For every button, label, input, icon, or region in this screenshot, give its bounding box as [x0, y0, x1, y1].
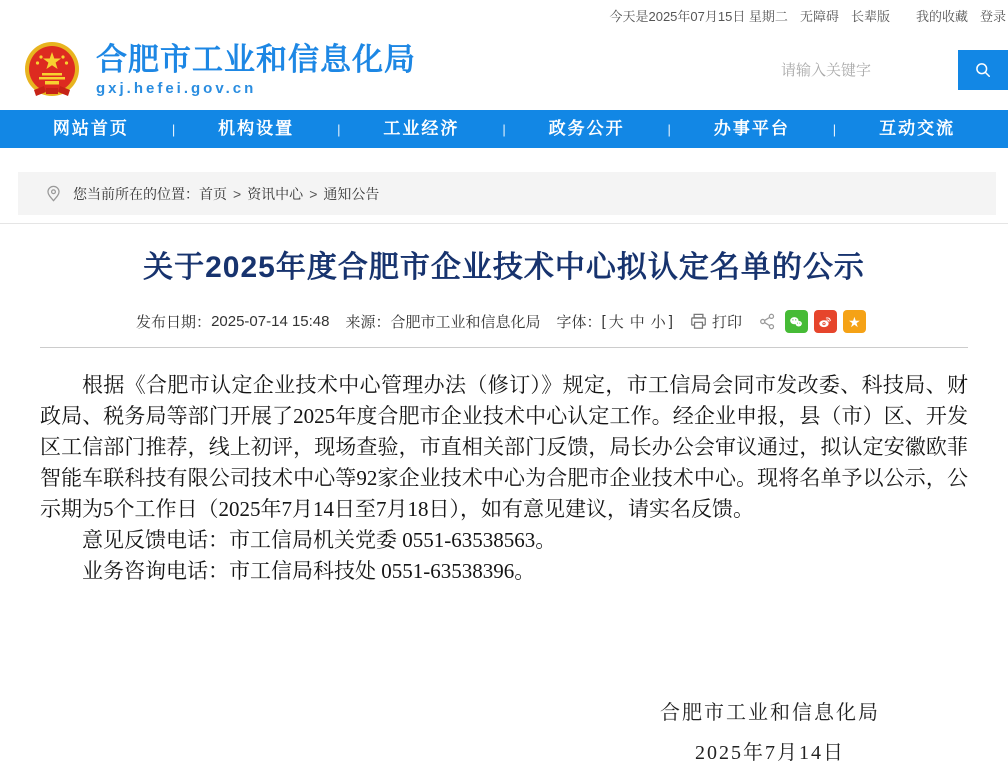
nav-item-interaction[interactable]: 互动交流	[879, 119, 956, 138]
share-group	[758, 310, 872, 333]
publish-date-group	[136, 311, 329, 332]
article-paragraph: 根据《合肥市认定企业技术中心管理办法（修订）》规定，市工信局会同市发改委、科技局、财政局、税务局等部门开展了2025年度合肥市企业技术中心认定工作。经企业申报，县（市）区、开发区工信部门推荐，线上初评，现场查验，市直相关部门反馈，局长办公会审议通过，拟认定安徽欧菲智能车联科技有限公司技术中心等92家企业技术中心为合肥市企业技术中心。现将名单予以公示，公示期为5个工作日（2025年7月14日至7月18日），如有意见建议，请实名反馈。	[40, 373, 968, 521]
nav-item-service-platform[interactable]: 办事平台	[713, 119, 790, 138]
article-meta-bar	[40, 310, 968, 333]
search-box	[773, 50, 1008, 90]
breadcrumb-separator: >	[309, 185, 318, 202]
font-size-small-button[interactable]: 小	[650, 314, 666, 331]
wechat-share-button[interactable]	[785, 310, 808, 333]
font-size-label: 字体：	[556, 314, 602, 331]
search-icon	[973, 60, 993, 80]
site-url: gxj.hefei.gov.cn	[96, 79, 257, 97]
breadcrumb	[18, 172, 996, 215]
site-identity[interactable]	[96, 43, 416, 96]
signature-organization: 合肥市工业和信息化局	[660, 702, 880, 724]
font-size-medium-button[interactable]: 中	[629, 314, 645, 331]
accessibility-link[interactable]: 无障碍	[799, 8, 839, 24]
article-paragraph: 意见反馈电话：市工信局机关党委 0551-63538563。	[82, 528, 557, 552]
elder-mode-link[interactable]: 长辈版	[850, 8, 890, 24]
meta-divider	[40, 347, 968, 348]
nav-separator: |	[502, 121, 506, 137]
breadcrumb-news-center[interactable]: 资讯中心	[247, 185, 304, 202]
national-emblem-logo[interactable]	[22, 40, 82, 100]
content-top-divider	[0, 223, 1008, 224]
breadcrumb-notices[interactable]: 通知公告	[323, 185, 380, 202]
article-title: 关于2025年度合肥市企业技术中心拟认定名单的公示	[143, 251, 865, 284]
font-size-bracket: [	[601, 313, 606, 330]
printer-icon	[689, 312, 712, 331]
share-icon[interactable]	[758, 312, 777, 331]
nav-item-gov-info[interactable]: 政务公开	[548, 119, 625, 138]
print-label: 打印	[711, 314, 742, 331]
print-button[interactable]	[689, 311, 742, 332]
qzone-star-share-button[interactable]: ★	[843, 310, 866, 333]
font-size-bracket: ]	[668, 313, 673, 330]
article-paragraph: 业务咨询电话：市工信局科技处 0551-63538396。	[82, 559, 536, 583]
site-header	[0, 30, 1008, 110]
nav-separator: |	[171, 121, 176, 137]
breadcrumb-label: 您当前所在的位置：	[73, 185, 199, 202]
nav-separator: |	[337, 121, 341, 137]
source-value: 合肥市工业和信息化局	[390, 314, 541, 331]
nav-item-home[interactable]: 网站首页	[52, 119, 129, 138]
location-pin-icon	[44, 184, 63, 203]
source-label: 来源：	[345, 314, 391, 331]
weibo-share-button[interactable]	[814, 310, 837, 333]
today-date-text: 今天是2025年07月15日 星期二	[609, 8, 788, 24]
article-signature	[40, 693, 968, 773]
main-navigation	[0, 110, 1008, 148]
font-size-large-button[interactable]: 大	[608, 314, 624, 331]
breadcrumb-separator: >	[233, 185, 242, 202]
search-input[interactable]	[773, 51, 958, 89]
article-body	[40, 370, 968, 587]
breadcrumb-home[interactable]: 首页	[199, 185, 227, 202]
font-size-group	[557, 311, 673, 332]
signature-date: 2025年7月14日	[695, 742, 845, 764]
nav-item-organization[interactable]: 机构设置	[218, 119, 295, 138]
publish-date-value: 2025-07-14 15:48	[211, 313, 330, 330]
favorites-link[interactable]: 我的收藏	[915, 8, 968, 24]
site-title: 合肥市工业和信息化局	[96, 42, 416, 78]
article-container	[40, 250, 968, 773]
nav-separator: |	[832, 121, 837, 137]
login-link[interactable]: 登录	[979, 8, 1006, 24]
publish-date-label: 发布日期：	[136, 314, 212, 331]
nav-item-industry-economy[interactable]: 工业经济	[383, 119, 460, 138]
source-group	[346, 311, 541, 332]
search-button[interactable]	[958, 50, 1008, 90]
top-utility-bar	[0, 0, 1008, 30]
nav-separator: |	[667, 121, 671, 137]
